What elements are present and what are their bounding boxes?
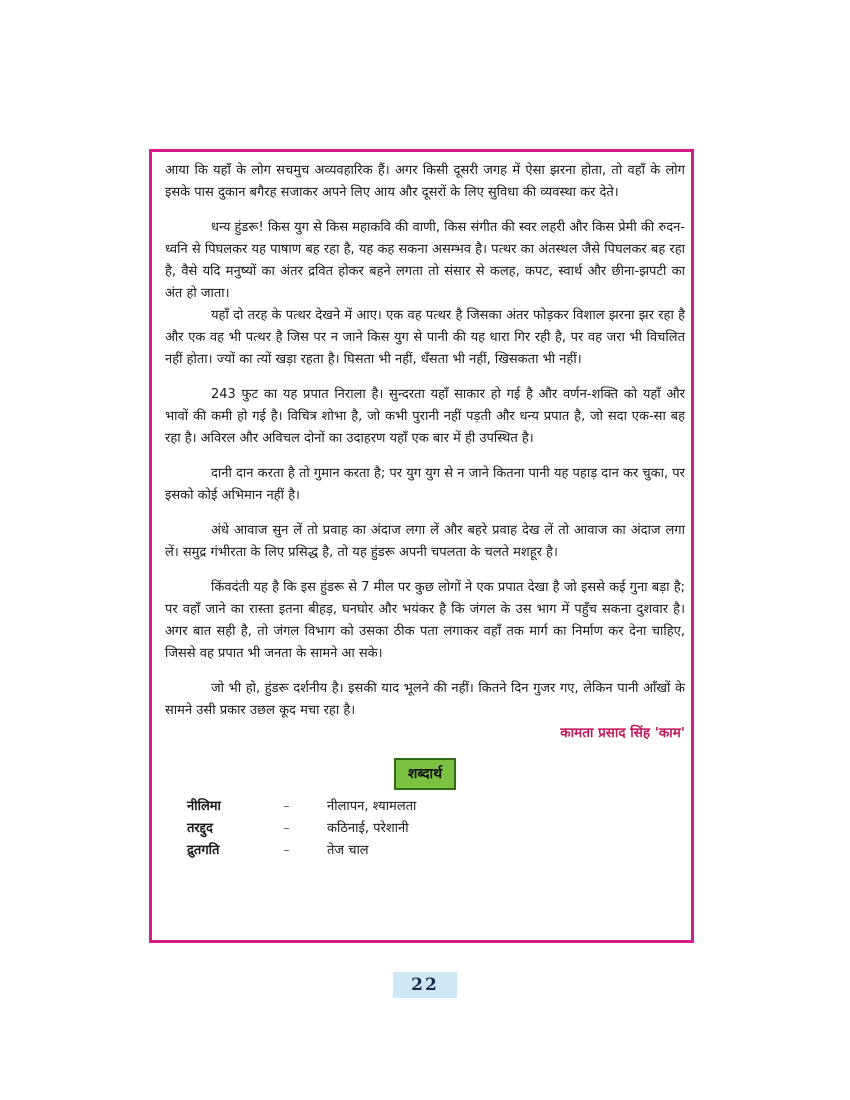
- glossary-heading: शब्दार्थ: [394, 758, 456, 790]
- glossary-word: द्रुतगति: [187, 843, 220, 858]
- author-signature: कामता प्रसाद सिंह 'काम': [560, 725, 685, 741]
- glossary-word: तरद्दुद: [187, 821, 213, 836]
- paragraph-2: धन्य हुंडरू! किस युग से किस महाकवि की वाणी, किस संगीत की स्वर लहरी और किस प्रेमी की रुदन-ध्वनि से पिघलकर यह पाषाण बह रहा है, यह कह सकना असम्भव है। पत्थर का अंतस्थल जैसे पिघलकर बह रहा है, वैसे यदि मनुष्यों का अंतर द्रवित होकर बहने लगता तो संसार से कलह, कपट, स्वार्थ और छीना-झपटी का अंत हो जाता।: [165, 220, 685, 301]
- glossary-row: [187, 796, 685, 818]
- page-content: [165, 160, 685, 862]
- glossary-word: नीलिमा: [187, 799, 221, 814]
- glossary-dash: –: [283, 821, 290, 836]
- paragraph-5: दानी दान करता है तो गुमान करता है; पर युग युग से न जाने कितना पानी यह पहाड़ दान कर चुका, पर इसको कोई अभिमान नहीं है।: [165, 466, 685, 503]
- glossary-row: [187, 840, 685, 862]
- paragraph-1: आया कि यहाँ के लोग सचमुच अव्यवहारिक हैं। अगर किसी दूसरी जगह में ऐसा झरना होता, तो वहाँ के लोग इसके पास दुकान बगैरह सजाकर अपने लिए आय और दूसरों के लिए सुविधा की व्यवस्था कर देते।: [165, 163, 685, 200]
- glossary-meaning: कठिनाई, परेशानी: [327, 821, 409, 836]
- glossary-row: [187, 818, 685, 840]
- page-number: 22: [393, 972, 457, 998]
- paragraph-4: 243 फुट का यह प्रपात निराला है। सुन्दरता यहाँ साकार हो गई है और वर्णन-शक्ति को यहाँ और भावों की कमी हो गई है। विचित्र शोभा है, जो कभी पुरानी नहीं पड़ती और धन्य प्रपात है, जो सदा एक-सा बह रहा है। अविरल और अविचल दोनों का उदाहरण यहाँ एक बार में ही उपस्थित है।: [165, 387, 685, 446]
- glossary-list: [187, 796, 685, 862]
- paragraph-7: किंवदंती यह है कि इस हुंडरू से 7 मील पर कुछ लोगों ने एक प्रपात देखा है जो इससे कई गुना बड़ा है; पर वहाँ जाने का रास्ता इतना बीहड़, घनघोर और भयंकर है कि जंगल के उस भाग में पहुँच सकना दुशवार है। अगर बात सही है, तो जंगल विभाग को उसका ठीक पता लगाकर वहाँ तक मार्ग का निर्माण कर देना चाहिए, जिससे वह प्रपात भी जनता के सामने आ सके।: [165, 580, 685, 661]
- glossary-heading-wrap: [165, 758, 685, 790]
- glossary-dash: –: [283, 799, 290, 814]
- glossary-meaning: तेज चाल: [327, 843, 369, 858]
- paragraph-6: अंधे आवाज सुन लें तो प्रवाह का अंदाज लगा लें और बहरे प्रवाह देख लें तो आवाज का अंदाज लगा लें। समुद्र गंभीरता के लिए प्रसिद्ध है, तो यह हुंडरू अपनी चपलता के चलते मशहूर है।: [165, 523, 685, 560]
- glossary-dash: –: [283, 843, 290, 858]
- glossary-meaning: नीलापन, श्यामलता: [327, 799, 417, 814]
- paragraph-8: जो भी हो, हुंडरू दर्शनीय है। इसकी याद भूलने की नहीं। कितने दिन गुजर गए, लेकिन पानी आँखों के सामने उसी प्रकार उछल कूद मचा रहा है।: [165, 681, 685, 718]
- paragraph-3: यहाँ दो तरह के पत्थर देखने में आए। एक वह पत्थर है जिसका अंतर फोड़कर विशाल झरना झर रहा है और एक वह भी पत्थर है जिस पर न जाने किस युग से पानी की यह धारा गिर रही है, पर वह जरा भी विचलित नहीं होता। ज्यों का त्यों खड़ा रहता है। घिसता भी नहीं, धँसता भी नहीं, खिसकता भी नहीं।: [165, 308, 685, 367]
